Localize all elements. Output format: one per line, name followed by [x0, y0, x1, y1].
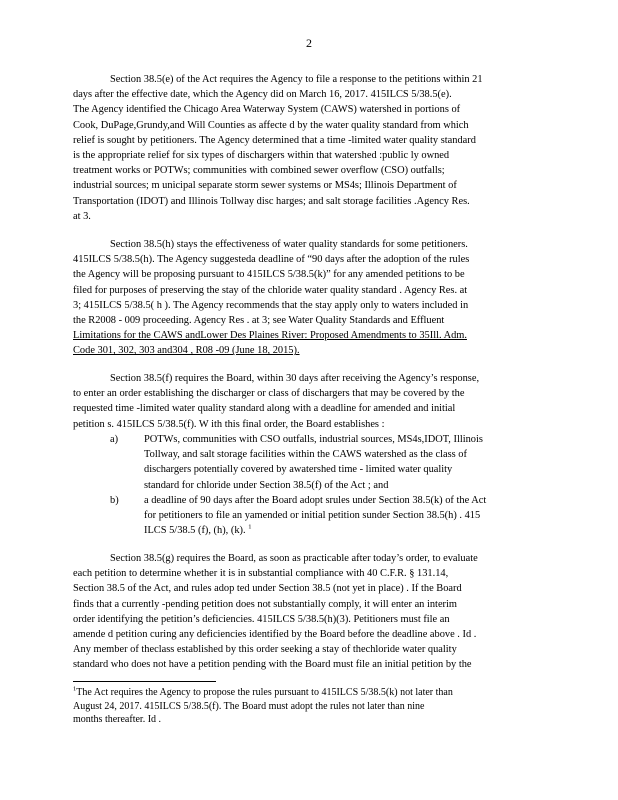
paragraph-line: industrial sources; m unicipal separate storm sewer systems or MS4s; Illinois Department of	[73, 180, 457, 192]
paragraph-line: relief is sought by petitioners. The Agency determined that a time -limited water quality standard	[73, 134, 476, 146]
paragraph-line: filed for purposes of preserving the stay of the chloride water quality standard . Agency Res. at	[73, 284, 468, 296]
list-item-line: standard for chloride under Section 38.5(f) of the Act ; and	[144, 479, 389, 491]
paragraph-line: each petition to determine whether it is in substantial compliance with 40 C.F.R. § 131.14,	[73, 568, 449, 580]
footnote	[73, 686, 544, 727]
paragraph-line: treatment works or POTWs; communities with combined sewer overflow (CSO) outfalls;	[73, 165, 445, 177]
paragraph-line: the R2008 - 009 proceeding. Agency Res . at 3; see Water Quality Standards and Effluent	[73, 315, 445, 327]
paragraph-line: days after the effective date, which the Agency did on March 16, 2017. 415ILCS 5/38.5(e).	[73, 89, 452, 101]
paragraph-line: is the appropriate relief for six types of dischargers within that watershed :public ly owned	[73, 150, 450, 162]
paragraph-line: 415ILCS 5/38.5(h). The Agency suggesteda deadline of “90 days after the adoption of the rules	[73, 254, 470, 266]
list-item-line	[144, 523, 544, 538]
list-item-line: dischargers potentially covered by awatershed time - limited water quality	[144, 464, 453, 476]
paragraph-line: Section 38.5(g) requires the Board, as soon as practicable after today’s order, to evaluate	[110, 553, 478, 564]
paragraph-line: Cook, DuPage,Grundy,and Will Counties as affecte d by the water quality standard from which	[73, 119, 469, 131]
page-number: 2	[306, 36, 312, 50]
paragraph-line: the Agency will be proposing pursuant to 415ILCS 5/38.5(k)” for any amended petitions to be	[73, 269, 465, 281]
paragraph-line: standard who does not have a petition pending with the Board must file an initial petition by the	[73, 659, 472, 671]
paragraph-line: Transportation (IDOT) and Illinois Tollway disc harges; and salt storage facilities .Agency Res.	[73, 195, 470, 207]
footnote-marker: 1	[73, 685, 77, 693]
paragraph-line: Section 38.5(h) stays the effectiveness of water quality standards for some petitioners.	[110, 239, 468, 250]
footnote-line: months thereafter. Id .	[73, 714, 162, 725]
paragraph-section-38-5-g	[73, 551, 544, 673]
list-item-line: for petitioners to file an yamended or initial petition sunder Section 38.5(h) . 415	[144, 510, 481, 522]
paragraph-line: amende d petition curing any deficiencies identified by the Board before the deadline above . Id .	[73, 629, 477, 641]
footnote-divider	[73, 681, 216, 682]
list-item-label: b)	[110, 495, 119, 506]
paragraph-line: finds that a currently -pending petition does not substantially comply, it will enter an interim	[73, 598, 457, 610]
citation-line: Limitations for the CAWS andLower Des Plaines River: Proposed Amendments to 35Ill. Adm.	[73, 330, 467, 342]
list-item-line-text: ILCS 5/38.5 (f), (h), (k).	[144, 525, 246, 537]
paragraph-section-38-5-h	[73, 237, 544, 359]
list-item-line: a deadline of 90 days after the Board adopt srules under Section 38.5(k) of the Act	[144, 495, 487, 506]
paragraph-line: Any member of theclass established by this order seeking a stay of thechloride water quality	[73, 644, 457, 656]
paragraph-line: order identifying the petition’s deficiencies. 415ILCS 5/38.5(h)(3). Petitioners must file an	[73, 613, 450, 625]
paragraph-line: requested time -limited water quality standard along with a deadline for amended and initial	[73, 403, 456, 415]
list-item-line: Tollway, and salt storage facilities within the CAWS watershed as the class of	[144, 449, 467, 461]
footnote-line: August 24, 2017. 415ILCS 5/38.5(f). The Board must adopt the rules not later than nine	[73, 700, 425, 712]
paragraph-line: Section 38.5 of the Act, and rules adop ted under Section 38.5 (not yet in place) . If the Board	[73, 583, 462, 595]
footnote-reference[interactable]: 1	[248, 523, 252, 531]
paragraph-line: 3; 415ILCS 5/38.5( h ). The Agency recommends that the stay apply only to waters included in	[73, 299, 469, 311]
paragraph-line: at 3.	[73, 210, 91, 222]
paragraph-section-38-5-e	[73, 72, 544, 224]
paragraph-section-38-5-f	[73, 371, 544, 432]
citation-line: Code 301, 302, 303 and304 , R08 -09 (June 18, 2015).	[73, 345, 300, 357]
paragraph-line: to enter an order establishing the discharger or class of dischargers that may be covered by the	[73, 388, 465, 400]
paragraph-line: The Agency identified the Chicago Area Waterway System (CAWS) watershed in portions of	[73, 104, 461, 116]
paragraph-line: Section 38.5(e) of the Act requires the Agency to file a response to the petitions within 21	[110, 74, 483, 85]
paragraph-line: Section 38.5(f) requires the Board, within 30 days after receiving the Agency’s response,	[110, 373, 480, 384]
list-item-label: a)	[110, 434, 119, 445]
list-item-line: POTWs, communities with CSO outfalls, industrial sources, MS4s,IDOT, Illinois	[144, 434, 483, 445]
paragraph-line: petition s. 415ILCS 5/38.5(f). W ith this final order, the Board establishes :	[73, 418, 385, 430]
footnote-line-text: The Act requires the Agency to propose the rules pursuant to 415ILCS 5/38.5(k) not later than	[76, 687, 453, 698]
footnote-line	[73, 686, 544, 700]
